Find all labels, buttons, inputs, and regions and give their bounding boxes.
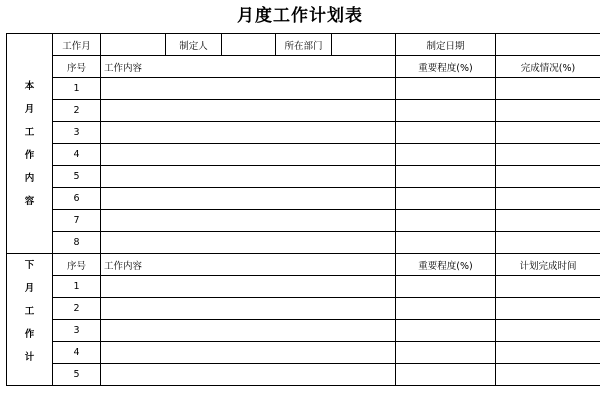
this-month-side-char: 内 (24, 172, 35, 184)
this-month-row (7, 188, 600, 210)
this-month-row-number: 8 (53, 232, 101, 254)
this-month-row (7, 232, 600, 254)
next-month-content-cell[interactable] (101, 276, 396, 298)
this-month-side-char: 容 (24, 195, 35, 207)
this-month-side-label (7, 34, 53, 254)
next-month-content-cell[interactable] (101, 364, 396, 386)
next-month-row (7, 342, 600, 364)
meta-row (7, 34, 600, 56)
next-month-content-cell[interactable] (101, 298, 396, 320)
next-month-plan-time-cell[interactable] (496, 276, 600, 298)
col-header-content: 工作内容 (101, 56, 396, 78)
maker-label: 制定人 (166, 34, 222, 56)
this-month-importance-cell[interactable] (396, 78, 496, 100)
next-month-side-char: 作 (24, 329, 35, 340)
next-col-header-seq: 序号 (53, 254, 101, 276)
next-month-row-number: 1 (53, 276, 101, 298)
next-month-row (7, 276, 600, 298)
next-month-side-label (7, 254, 53, 386)
next-month-row (7, 364, 600, 386)
dept-field[interactable] (332, 34, 396, 56)
maker-field[interactable] (222, 34, 276, 56)
col-header-completion: 完成情况(%) (496, 56, 600, 78)
col-header-seq: 序号 (53, 56, 101, 78)
this-month-completion-cell[interactable] (496, 144, 600, 166)
next-month-content-cell[interactable] (101, 320, 396, 342)
this-month-content-cell[interactable] (101, 144, 396, 166)
next-month-header-row (7, 254, 600, 276)
this-month-content-cell[interactable] (101, 122, 396, 144)
this-month-completion-cell[interactable] (496, 78, 600, 100)
this-month-row-number: 4 (53, 144, 101, 166)
plan-table (6, 33, 600, 386)
this-month-completion-cell[interactable] (496, 188, 600, 210)
next-month-row (7, 298, 600, 320)
this-month-row (7, 210, 600, 232)
next-col-header-plan-time: 计划完成时间 (496, 254, 600, 276)
this-month-content-cell[interactable] (101, 100, 396, 122)
next-col-header-importance: 重要程度(%) (396, 254, 496, 276)
next-month-importance-cell[interactable] (396, 276, 496, 298)
month-field[interactable] (101, 34, 166, 56)
this-month-side-char: 作 (24, 149, 35, 161)
next-month-importance-cell[interactable] (396, 298, 496, 320)
this-month-row-number: 3 (53, 122, 101, 144)
this-month-importance-cell[interactable] (396, 122, 496, 144)
this-month-content-cell[interactable] (101, 166, 396, 188)
this-month-importance-cell[interactable] (396, 166, 496, 188)
plan-table-body (7, 34, 600, 386)
next-month-side-char: 计 (24, 352, 35, 363)
this-month-content-cell[interactable] (101, 78, 396, 100)
this-month-row-number: 6 (53, 188, 101, 210)
this-month-content-cell[interactable] (101, 188, 396, 210)
col-header-importance: 重要程度(%) (396, 56, 496, 78)
this-month-side-char: 本 (24, 80, 35, 92)
this-month-completion-cell[interactable] (496, 210, 600, 232)
next-month-side-char: 月 (24, 283, 35, 294)
date-label: 制定日期 (396, 34, 496, 56)
next-month-row-number: 5 (53, 364, 101, 386)
month-label: 工作月 (53, 34, 101, 56)
this-month-importance-cell[interactable] (396, 188, 496, 210)
this-month-importance-cell[interactable] (396, 210, 496, 232)
this-month-content-cell[interactable] (101, 232, 396, 254)
this-month-row (7, 166, 600, 188)
this-month-row (7, 78, 600, 100)
next-month-importance-cell[interactable] (396, 364, 496, 386)
this-month-completion-cell[interactable] (496, 122, 600, 144)
this-month-row (7, 100, 600, 122)
this-month-row (7, 144, 600, 166)
next-month-row (7, 320, 600, 342)
this-month-row-number: 2 (53, 100, 101, 122)
next-col-header-content: 工作内容 (101, 254, 396, 276)
this-month-completion-cell[interactable] (496, 166, 600, 188)
this-month-side-char: 月 (24, 103, 35, 115)
this-month-completion-cell[interactable] (496, 232, 600, 254)
page-title: 月度工作计划表 (237, 6, 363, 26)
this-month-row-number: 1 (53, 78, 101, 100)
next-month-importance-cell[interactable] (396, 342, 496, 364)
next-month-side-char: 工 (24, 306, 35, 317)
this-month-row-number: 7 (53, 210, 101, 232)
next-month-plan-time-cell[interactable] (496, 364, 600, 386)
dept-label: 所在部门 (276, 34, 332, 56)
this-month-side-char: 工 (24, 126, 35, 138)
this-month-completion-cell[interactable] (496, 100, 600, 122)
next-month-content-cell[interactable] (101, 342, 396, 364)
next-month-row-number: 3 (53, 320, 101, 342)
next-month-row-number: 4 (53, 342, 101, 364)
next-month-side-char: 下 (24, 260, 35, 271)
this-month-importance-cell[interactable] (396, 100, 496, 122)
this-month-header-row (7, 56, 600, 78)
next-month-row-number: 2 (53, 298, 101, 320)
next-month-plan-time-cell[interactable] (496, 320, 600, 342)
this-month-row (7, 122, 600, 144)
next-month-plan-time-cell[interactable] (496, 298, 600, 320)
this-month-importance-cell[interactable] (396, 232, 496, 254)
this-month-row-number: 5 (53, 166, 101, 188)
next-month-importance-cell[interactable] (396, 320, 496, 342)
next-month-plan-time-cell[interactable] (496, 342, 600, 364)
this-month-content-cell[interactable] (101, 210, 396, 232)
this-month-importance-cell[interactable] (396, 144, 496, 166)
date-field[interactable] (496, 34, 600, 56)
